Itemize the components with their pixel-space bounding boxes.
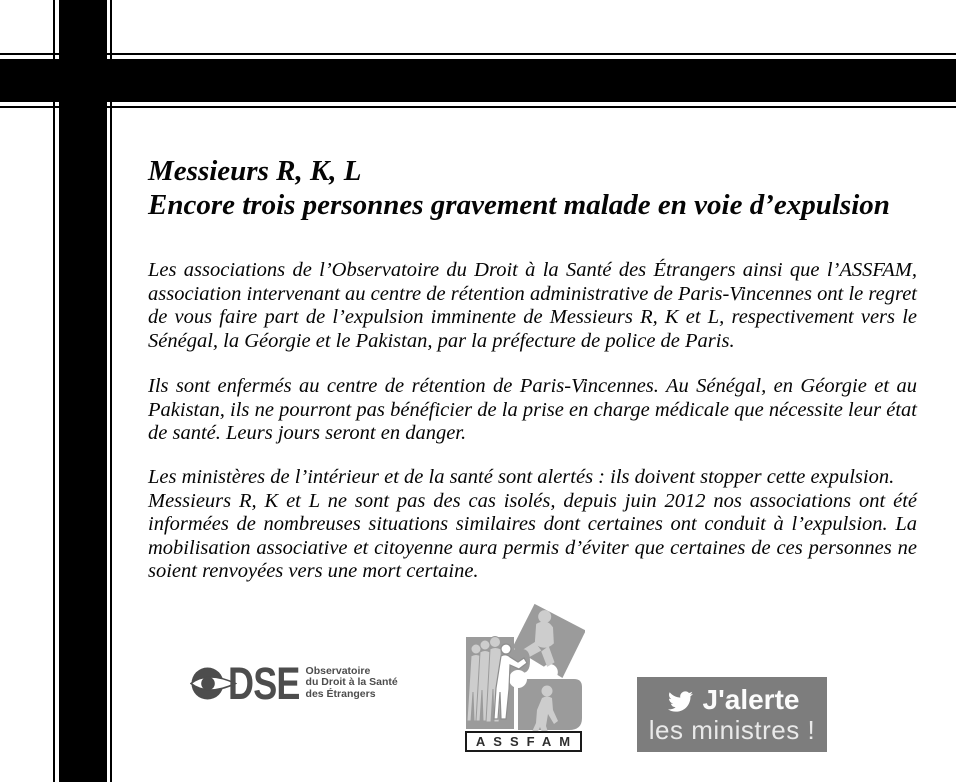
paragraph-group-ministeres: [148, 466, 917, 584]
paragraph-associations: Les associations de l’Observatoire du Droit à la Santé des Étrangers ainsi que l’ASSFAM, association intervenant au centre de rétention administrative de Paris-Vincennes ont le regret de vous faire part de l’expulsion imminente de Messieurs R, K et L, respectivement vers le Sénégal, la Géorgie et le Pakistan, par la préfecture de police de Paris.: [148, 259, 917, 352]
jalerte-line-1: [665, 685, 800, 715]
odse-name-line-1: Observatoire: [305, 664, 371, 677]
odse-acronym: DSE: [228, 657, 300, 709]
jalerte-banner: [637, 677, 827, 752]
assfam-logo: [463, 601, 585, 752]
twitter-bird-icon: [665, 689, 696, 714]
document-title: [148, 154, 918, 222]
paragraph-ministeres: Les ministères de l’intérieur et de la santé sont alertés : ils doivent stopper cette expulsion.: [148, 466, 895, 488]
odse-name-line-3: des Étrangers: [305, 687, 376, 700]
paragraph-retention: Ils sont enfermés au centre de rétention de Paris-Vincennes. Au Sénégal, en Géorgie et au Pakistan, ils ne pourront pas bénéficier de la prise en charge médicale que nécessite leur état de santé. Leurs jours seront en danger.: [148, 375, 917, 444]
odse-logo: [190, 657, 398, 709]
thin-vertical-rule-right: [110, 0, 112, 782]
jalerte-text-sub: les ministres !: [648, 715, 816, 745]
assfam-label: ASSFAM: [465, 731, 582, 752]
odse-name: [306, 666, 398, 700]
assfam-puzzle-people-icon: [463, 601, 585, 731]
thin-horizontal-rule-top: [0, 53, 956, 55]
thick-vertical-band: [59, 0, 107, 782]
thin-vertical-rule-left: [53, 0, 55, 782]
title-line-1: Messieurs R, K, L: [148, 155, 362, 187]
thin-horizontal-rule-bottom: [0, 106, 956, 108]
jalerte-text-main: J'alerte: [702, 684, 800, 715]
thick-horizontal-band: [0, 59, 956, 102]
odse-name-line-2: du Droit à la Santé: [305, 676, 398, 689]
paragraph-mobilisation: Messieurs R, K et L ne sont pas des cas isolés, depuis juin 2012 nos associations ont été informées de nombreuses situations similaires dont certaines ont conduit à l’expulsion. La mobilisation associative et citoyenne aura permis d’éviter que certaines de ces personnes ne soient renvoyées vers une mort certaine.: [148, 489, 917, 582]
title-line-2: Encore trois personnes gravement malade en voie d’expulsion: [148, 189, 890, 221]
